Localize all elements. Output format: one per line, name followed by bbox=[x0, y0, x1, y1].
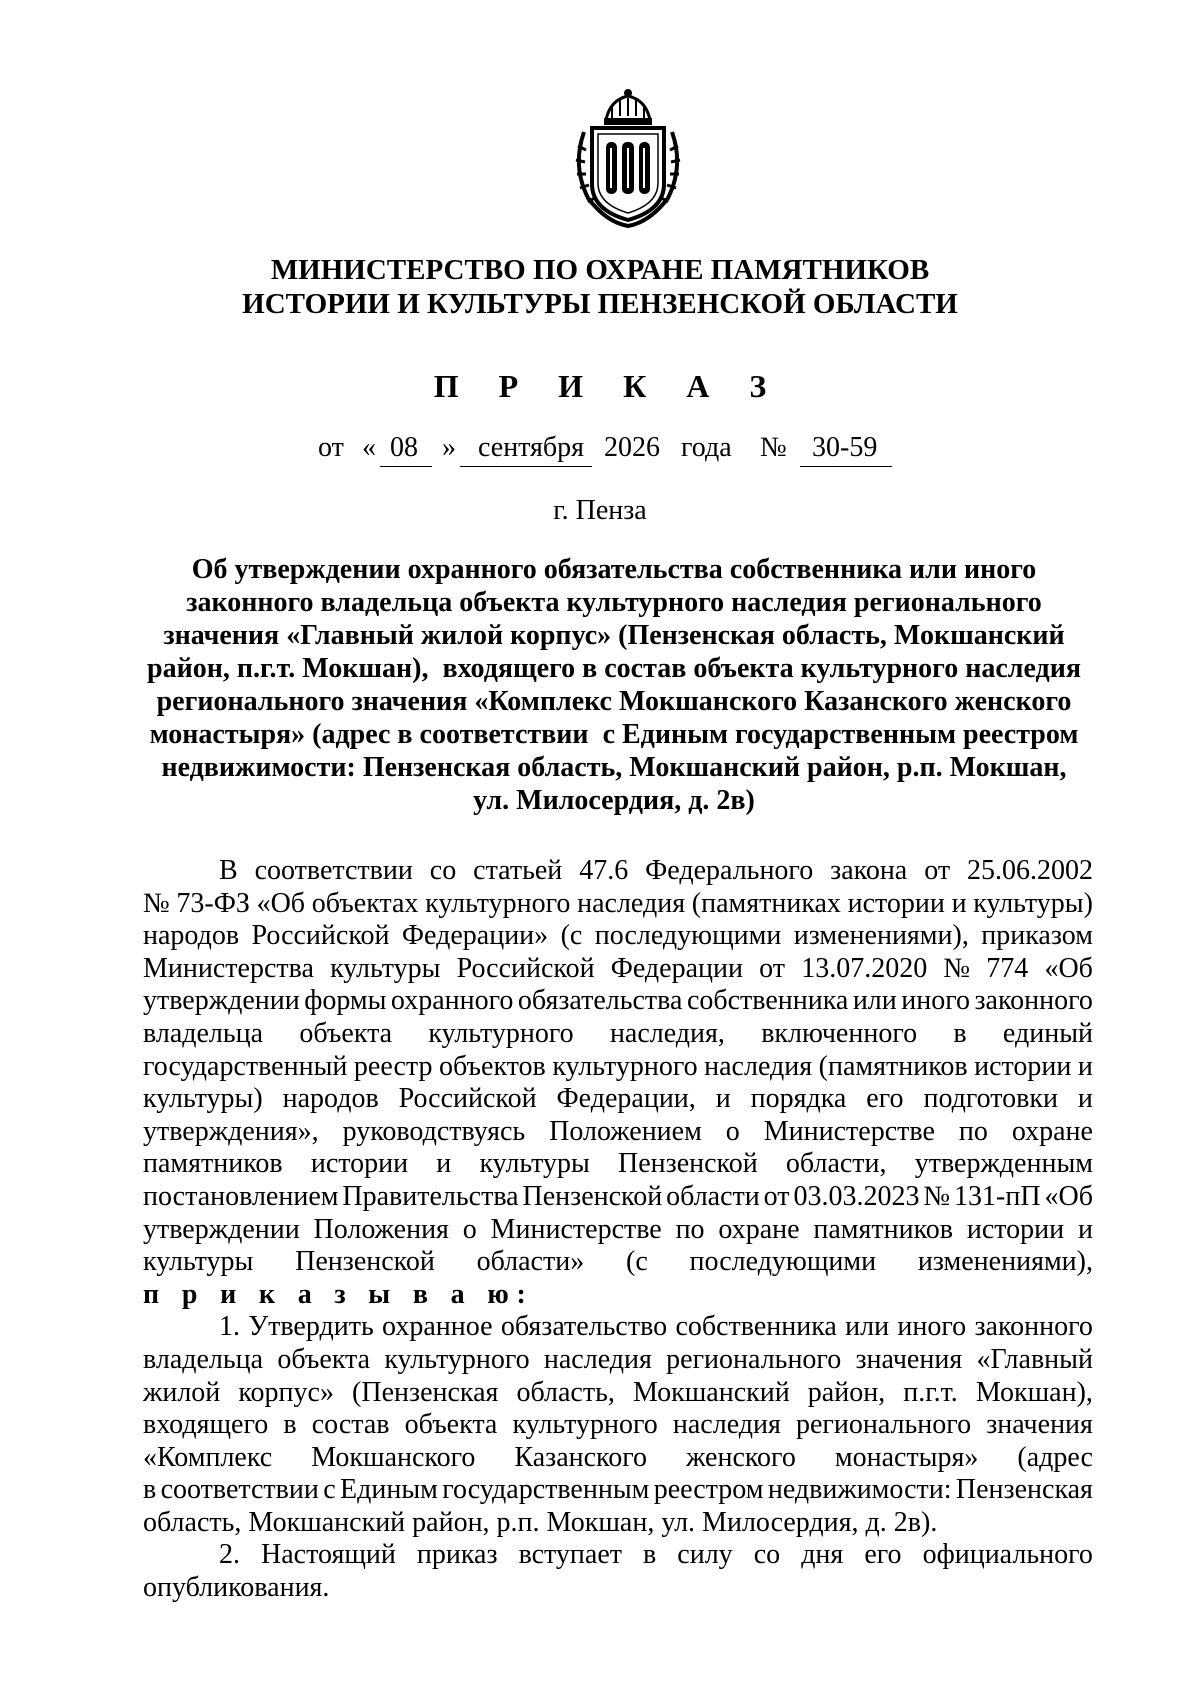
document-body bbox=[143, 855, 1093, 1605]
word: № bbox=[943, 952, 971, 984]
word: государственный bbox=[143, 1050, 348, 1082]
word: утверждении bbox=[143, 985, 300, 1017]
word: приказом bbox=[981, 920, 1093, 952]
word: иного bbox=[901, 985, 971, 1017]
word: Российской bbox=[398, 1083, 537, 1115]
word: корпус» bbox=[238, 1376, 334, 1408]
word: (с bbox=[626, 1246, 648, 1278]
word: порядка bbox=[750, 1083, 847, 1115]
word: о bbox=[725, 1115, 740, 1147]
word: «Комплекс bbox=[143, 1441, 273, 1473]
preamble-line bbox=[143, 1083, 1093, 1116]
preamble-line bbox=[143, 888, 1093, 921]
word: объекта bbox=[277, 1343, 371, 1375]
word: (с bbox=[560, 920, 583, 952]
word: по bbox=[675, 1213, 705, 1245]
title-line: район, п.г.т. Мокшан), входящего в состав объекта культурного наследия bbox=[147, 653, 1081, 684]
word: истории bbox=[847, 887, 945, 919]
word: (памятников bbox=[818, 1050, 968, 1082]
word: силу bbox=[677, 1539, 733, 1571]
month-underline bbox=[460, 466, 592, 467]
preamble-line bbox=[143, 1116, 1093, 1149]
word: Федерации, bbox=[556, 1083, 696, 1115]
word: Утвердить bbox=[248, 1311, 374, 1343]
title-line: ул. Милосердия, д. 2в) bbox=[473, 785, 755, 816]
word: владельца bbox=[143, 1343, 264, 1375]
preamble-line bbox=[143, 920, 1093, 953]
title-line: регионального значения «Комплекс Мокшанского Казанского женского bbox=[156, 686, 1072, 717]
day-underline bbox=[380, 466, 432, 467]
word: Министерстве bbox=[490, 1213, 662, 1245]
word: о bbox=[462, 1213, 477, 1245]
word: Федерации» bbox=[401, 920, 549, 952]
word: Российской bbox=[251, 920, 390, 952]
word: Настоящий bbox=[261, 1539, 396, 1571]
date-month: сентября bbox=[478, 432, 585, 463]
preamble-line bbox=[143, 985, 1093, 1018]
word: культурного bbox=[384, 1343, 530, 1375]
word: Министерства bbox=[143, 952, 314, 984]
preamble-line bbox=[143, 1214, 1093, 1247]
word: (Пензенская bbox=[352, 1376, 499, 1408]
word: недвижимости: bbox=[767, 1474, 952, 1506]
word: собственника bbox=[675, 1311, 837, 1343]
word: дня bbox=[801, 1539, 844, 1571]
quote-close: » bbox=[442, 432, 456, 463]
word: Министерстве bbox=[763, 1115, 935, 1147]
year-word: года bbox=[681, 432, 732, 463]
word: Казанского bbox=[514, 1441, 648, 1473]
word: регионального bbox=[796, 1409, 972, 1441]
word: входящего bbox=[143, 1409, 269, 1441]
word: утверждения», bbox=[143, 1115, 319, 1147]
word: охранного bbox=[390, 985, 514, 1017]
word: постановлением bbox=[143, 1180, 339, 1212]
word: последующими bbox=[689, 1246, 877, 1278]
word: со bbox=[429, 855, 457, 886]
coat-of-arms-icon bbox=[566, 86, 690, 228]
word: приказ bbox=[416, 1539, 498, 1571]
word: значения bbox=[986, 1409, 1093, 1441]
word: утверждении bbox=[143, 1213, 300, 1245]
word: с bbox=[323, 1474, 336, 1506]
word: Положения bbox=[313, 1213, 449, 1245]
word: последующими bbox=[594, 920, 782, 952]
word: культуры bbox=[330, 952, 441, 984]
word: 73-ФЗ bbox=[176, 887, 250, 919]
date-year: 2026 bbox=[604, 432, 660, 463]
word: Федерального bbox=[645, 855, 814, 886]
word: памятников bbox=[143, 1148, 283, 1180]
word: его bbox=[866, 1083, 904, 1115]
word: от bbox=[763, 1180, 790, 1212]
word: 03.03.2023 bbox=[793, 1180, 920, 1212]
preamble-line bbox=[143, 1148, 1093, 1181]
word: или bbox=[852, 985, 897, 1017]
word: Пензенской bbox=[618, 1148, 758, 1180]
word: В bbox=[219, 855, 238, 886]
word: Пензенской bbox=[295, 1246, 435, 1278]
word: единый bbox=[1002, 1017, 1093, 1049]
word: культурного bbox=[425, 887, 571, 919]
word: Федерации bbox=[610, 952, 743, 984]
word: реестром bbox=[653, 1474, 764, 1506]
word: законного bbox=[974, 1311, 1093, 1343]
title-line: значения «Главный жилой корпус» (Пензенская область, Мокшанский bbox=[163, 620, 1065, 651]
word: культурного bbox=[552, 1050, 698, 1082]
word: области, bbox=[785, 1148, 887, 1180]
word: Пензенской bbox=[522, 1180, 663, 1212]
preamble-line bbox=[143, 855, 1093, 888]
word: объекта bbox=[404, 1409, 498, 1441]
word: соответствии bbox=[160, 1474, 319, 1506]
word: и bbox=[715, 1083, 731, 1115]
word: закона bbox=[830, 855, 908, 886]
word: 25.06.2002 bbox=[967, 855, 1093, 886]
word: области» bbox=[476, 1246, 585, 1278]
word: обязательства bbox=[517, 985, 683, 1017]
item-1-line: область, Мокшанский район, р.п. Мокшан, ул. Милосердия, д. 2в). bbox=[143, 1506, 938, 1538]
item-1-line bbox=[143, 1377, 1093, 1410]
word: 131-пП bbox=[954, 1180, 1041, 1212]
quote-open: « bbox=[362, 432, 376, 463]
word: подготовки bbox=[923, 1083, 1058, 1115]
document-title bbox=[140, 553, 1088, 817]
number-sign: № bbox=[760, 432, 787, 463]
date-from-label: от bbox=[318, 432, 344, 463]
word: Мокшан), bbox=[975, 1376, 1093, 1408]
word: наследия bbox=[672, 1409, 781, 1441]
date-day: 08 bbox=[390, 432, 418, 463]
word: истории bbox=[974, 1050, 1072, 1082]
word: включенного bbox=[761, 1017, 918, 1049]
item-1-line bbox=[143, 1344, 1093, 1377]
word: Мокшанского bbox=[311, 1441, 476, 1473]
word: Пензенская bbox=[955, 1474, 1093, 1506]
word: область, bbox=[516, 1376, 615, 1408]
word: № bbox=[143, 887, 170, 919]
word: культуры) bbox=[973, 887, 1093, 919]
word: вступает bbox=[518, 1539, 622, 1571]
item-2-line bbox=[143, 1539, 1093, 1572]
word: руководствуясь bbox=[342, 1115, 526, 1147]
word: истории bbox=[310, 1148, 409, 1180]
word: охранное bbox=[382, 1311, 493, 1343]
word: Правительства bbox=[342, 1180, 519, 1212]
word: изменениями), bbox=[917, 1246, 1093, 1278]
word: реестр bbox=[353, 1050, 433, 1082]
word: наследия, bbox=[609, 1017, 725, 1049]
word: и bbox=[436, 1148, 452, 1180]
word: 1. bbox=[219, 1311, 240, 1343]
word: и bbox=[1077, 1083, 1093, 1115]
word: наследия bbox=[543, 1343, 652, 1375]
word: монастыря» bbox=[834, 1441, 979, 1473]
preamble-line bbox=[143, 1051, 1093, 1084]
word: иного bbox=[897, 1311, 967, 1343]
word: его bbox=[864, 1539, 902, 1571]
word: объекта bbox=[299, 1017, 393, 1049]
word: 774 bbox=[986, 952, 1029, 984]
word: статьей bbox=[473, 855, 563, 886]
preamble-line bbox=[143, 953, 1093, 986]
word: п.г.т. bbox=[903, 1376, 958, 1408]
word: объектах bbox=[311, 887, 419, 919]
word: Положением bbox=[549, 1115, 702, 1147]
word: культуры bbox=[479, 1148, 590, 1180]
title-line: Об утверждении охранного обязательства собственника или иного bbox=[191, 554, 1037, 585]
word: памятников bbox=[813, 1213, 954, 1245]
word: области bbox=[666, 1180, 760, 1212]
word: в bbox=[143, 1474, 157, 1506]
word: со bbox=[753, 1539, 781, 1571]
word: «Главный bbox=[976, 1343, 1093, 1375]
word: и bbox=[1077, 1050, 1093, 1082]
word: по bbox=[958, 1115, 988, 1147]
word: район, bbox=[807, 1376, 886, 1408]
word: истории bbox=[966, 1213, 1065, 1245]
number-underline bbox=[800, 466, 892, 467]
preamble-line bbox=[143, 1246, 1093, 1279]
order-word: п р и к а з ы в а ю: bbox=[143, 1278, 534, 1310]
word: наследия bbox=[577, 887, 686, 919]
word: официального bbox=[922, 1539, 1093, 1571]
title-line: монастыря» (адрес в соответствии с Единым государственным реестром bbox=[149, 719, 1079, 750]
word: от bbox=[759, 952, 786, 984]
word: жилой bbox=[143, 1376, 221, 1408]
word: утвержденным bbox=[914, 1148, 1093, 1180]
word: в bbox=[283, 1409, 297, 1441]
city: г. Пенза bbox=[553, 495, 647, 526]
word: № bbox=[923, 1180, 951, 1212]
word: регионального bbox=[666, 1343, 842, 1375]
word: владельца bbox=[143, 1017, 264, 1049]
word: культурного bbox=[512, 1409, 658, 1441]
word: 47.6 bbox=[579, 855, 629, 886]
document-number: 30-59 bbox=[812, 432, 878, 463]
word: значения bbox=[855, 1343, 963, 1375]
word: «Об bbox=[256, 887, 306, 919]
title-line: недвижимости: Пензенская область, Мокшанский район, р.п. Мокшан, bbox=[161, 752, 1067, 783]
word: объектов bbox=[439, 1050, 546, 1082]
word: народов bbox=[282, 1083, 379, 1115]
word: собственника bbox=[686, 985, 849, 1017]
word: 2. bbox=[219, 1539, 240, 1571]
word: Мокшанский bbox=[632, 1376, 790, 1408]
word: и bbox=[1077, 1213, 1093, 1245]
item-1-line bbox=[143, 1311, 1093, 1344]
word: законного bbox=[974, 985, 1093, 1017]
word: соответствии bbox=[254, 855, 413, 886]
word: культурного bbox=[428, 1017, 574, 1049]
document-type: П Р И К А З bbox=[433, 368, 783, 404]
word: 13.07.2020 bbox=[801, 952, 928, 984]
word: охране bbox=[718, 1213, 800, 1245]
word: «Об bbox=[1044, 1180, 1093, 1212]
preamble-line bbox=[143, 1181, 1093, 1214]
word: Российской bbox=[456, 952, 595, 984]
org-name-line-1: МИНИСТЕРСТВО ПО ОХРАНЕ ПАМЯТНИКОВ bbox=[270, 254, 930, 286]
word: женского bbox=[686, 1441, 796, 1473]
title-line: законного владельца объекта культурного наследия регионального bbox=[186, 587, 1042, 618]
word: (памятниках bbox=[691, 887, 841, 919]
word: государственным bbox=[442, 1474, 650, 1506]
preamble-line bbox=[143, 1018, 1093, 1051]
item-1-line bbox=[143, 1474, 1093, 1507]
word: охране bbox=[1011, 1115, 1093, 1147]
word: и bbox=[951, 887, 967, 919]
word: в bbox=[953, 1017, 967, 1049]
word: культуры) bbox=[143, 1083, 263, 1115]
word: от bbox=[924, 855, 951, 886]
word: Единым bbox=[340, 1474, 438, 1506]
item-1-line bbox=[143, 1409, 1093, 1442]
word: обязательство bbox=[500, 1311, 668, 1343]
org-name-line-2: ИСТОРИИ И КУЛЬТУРЫ ПЕНЗЕНСКОЙ ОБЛАСТИ bbox=[242, 288, 958, 320]
word: культуры bbox=[143, 1246, 254, 1278]
item-1-line bbox=[143, 1442, 1093, 1475]
word: «Об bbox=[1044, 952, 1093, 984]
word: наследия bbox=[704, 1050, 813, 1082]
word: или bbox=[845, 1311, 890, 1343]
word: (адрес bbox=[1017, 1441, 1093, 1473]
word: в bbox=[643, 1539, 657, 1571]
word: изменениями), bbox=[793, 920, 969, 952]
word: состав bbox=[311, 1409, 390, 1441]
word: народов bbox=[143, 920, 240, 952]
item-2-line: опубликования. bbox=[143, 1572, 330, 1604]
word: формы bbox=[304, 985, 387, 1017]
